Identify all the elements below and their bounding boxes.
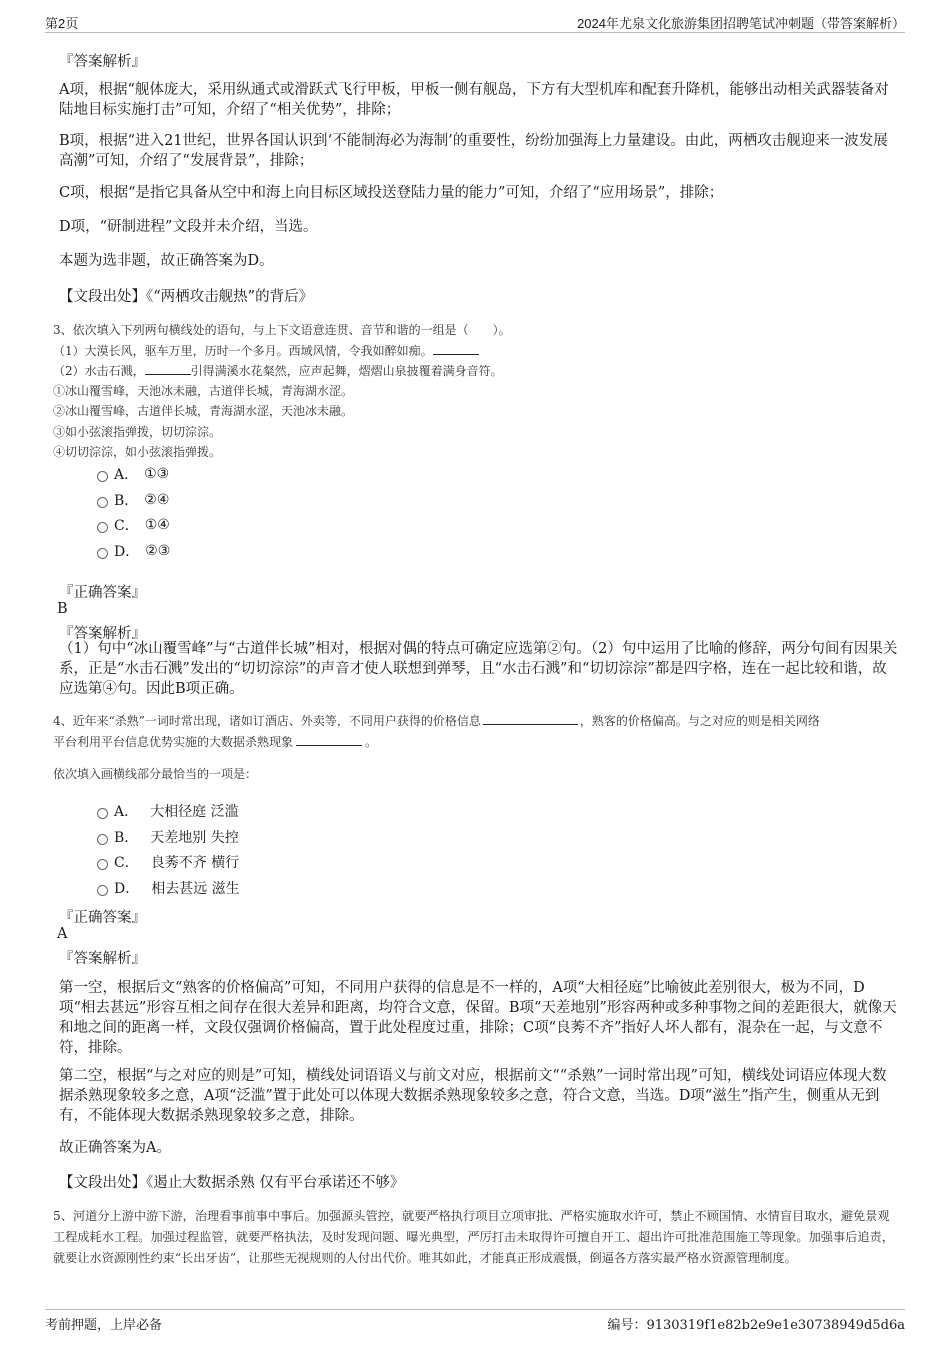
q4-stem-line-2 [53, 733, 377, 750]
q4-option-c[interactable] [97, 852, 239, 872]
radio-icon[interactable] [97, 834, 108, 845]
option-key: D． [114, 544, 140, 560]
radio-icon[interactable] [97, 548, 108, 559]
document-title: 2024年尤泉文化旅游集团招聘笔试冲刺题（带答案解析） [577, 16, 905, 31]
radio-icon[interactable] [97, 522, 108, 533]
q3-option-c[interactable] [97, 515, 170, 535]
q3-sentence-1-text: （1）大漠长风，驱车万里，历时一个多月。西域风情，令我如醉如痴。 [53, 344, 433, 358]
option-text: ①④ [144, 517, 170, 533]
blank-line [145, 362, 191, 375]
q3-sentence-1 [53, 342, 479, 359]
option-text: 天差地别 失控 [150, 830, 239, 846]
q3-stem: 3、依次填入下列两句横线处的语句，与上下文语意连贯、音节和谐的一组是（ ）。 [53, 323, 511, 337]
option-text: ②③ [145, 543, 171, 559]
q2-analysis-label: 『答案解析』 [59, 54, 146, 70]
q4-option-a[interactable] [97, 801, 239, 821]
q2-conclusion: 本题为选非题，故正确答案为D。 [59, 253, 274, 269]
option-text: 相去甚远 滋生 [151, 881, 240, 897]
q3-analysis-label: 『答案解析』 [59, 626, 146, 642]
blank-line [483, 712, 578, 725]
q2-analysis-c: C项，根据“是指它具备从空中和海上向目标区域投送登陆力量的能力”可知，介绍了“应用场景”，排除； [59, 185, 724, 201]
q2-analysis-a: A项，根据“舰体庞大，采用纵通式或滑跃式飞行甲板，甲板一侧有舰岛，下方有大型机库和配套升降机，能够出动相关武器装备对陆地目标实施打击”可知，介绍了“相关优势”，排除； [59, 82, 889, 118]
option-key: B． [114, 830, 139, 846]
radio-icon[interactable] [97, 859, 108, 870]
q4-answer: A [57, 926, 68, 942]
radio-icon[interactable] [97, 808, 108, 819]
q4-source: 【文段出处】《遏止大数据杀熟 仅有平台承诺还不够》 [59, 1175, 405, 1191]
q4-stem-line-1 [53, 712, 820, 729]
radio-icon[interactable] [97, 885, 108, 896]
q3-answer: B [57, 601, 68, 617]
option-text: ①③ [144, 466, 170, 482]
q3-item-3: ③如小弦滚指弹拨，切切淙淙。 [53, 425, 222, 439]
footer-slogan: 考前押题，上岸必备 [45, 1318, 163, 1333]
option-key: A． [114, 804, 139, 820]
option-key: A． [114, 467, 139, 483]
q3-option-a[interactable] [97, 464, 169, 484]
q3-item-1: ①冰山覆雪峰，天池冰未融，古道伴长城，青海湖水涩。 [53, 384, 354, 398]
footer-divider [45, 1309, 905, 1310]
q3-analysis: （1）句中“冰山覆雪峰”与“古道伴长城”相对，根据对偶的特点可确定应选第②句。（2）句中运用了比喻的修辞，两分句间有因果关系，正是“水击石溅”发出的“切切淙淙”的声音才使人联想到弹琴，且“水击石溅”和“切切淙淙”都是四字格，连在一起比较和谐，故应选第④句。因此B项正确。 [59, 641, 898, 697]
option-key: B． [114, 493, 139, 509]
q4-stem-a: 4、近年来“杀熟”一词时常出现，诸如订酒店、外卖等，不同用户获得的价格信息 [53, 714, 481, 728]
option-text: 大相径庭 泛滥 [150, 804, 239, 820]
option-key: D． [114, 881, 140, 897]
header-divider [45, 32, 905, 33]
q3-item-4: ④切切淙淙，如小弦滚指弹拨。 [53, 445, 222, 459]
option-key: C． [114, 518, 139, 534]
q2-analysis-b: B项，根据“进入21世纪，世界各国认识到‘不能制海必为海制’的重要性，纷纷加强海上力量建设。由此，两栖攻击舰迎来一波发展高潮”可知，介绍了“发展背景”，排除； [59, 133, 888, 169]
q3-sentence-2 [53, 362, 503, 379]
q4-answer-label: 『正确答案』 [59, 910, 146, 926]
q5-stem: 5、河道分上游中游下游，治理看事前事中事后。加强源头管控，就要严格执行项目立项审批、严格实施取水许可，禁止不顾国情、水情盲目取水，避免景观工程成耗水工程。加强过程监管，就要严格执法，及时发现问题、曝光典型，严厉打击未取得许可擅自开工、超出许可批准范围施工等现象。加强事后追责，就要让水资源刚性约束“长出牙齿”，让那些无视规则的人付出代价。唯其如此，才能真正形成震慑，倒逼各方落实最严格水资源管理制度。 [53, 1209, 894, 1265]
q4-stem-d: 。 [365, 735, 378, 749]
radio-icon[interactable] [97, 471, 108, 482]
q3-option-b[interactable] [97, 490, 169, 510]
q3-option-d[interactable] [97, 541, 170, 561]
q4-prompt: 依次填入画横线部分最恰当的一项是： [53, 767, 258, 781]
q3-sentence-2-end: 引得满溪水花粲然，应声起舞，熠熠山泉披覆着满身音符。 [190, 364, 503, 378]
q4-analysis-blank-2: 第二空，根据“与之对应的则是”可知，横线处词语语义与前文对应，根据前文““杀熟”一词时常出现”可知，横线处词语应体现大数据杀熟现象较多之意，A项“泛滥”置于此处可以体现大数据杀熟现象较多之意，符合文意，当选。D项“滋生”指产生，侧重从无到有，不能体现大数据杀熟现象较多之意，排除。 [59, 1068, 887, 1124]
page-number: 第2页 [45, 16, 79, 31]
q3-item-2: ②冰山覆雪峰，古道伴长城，青海湖水涩，天池冰未融。 [53, 404, 354, 418]
option-key: C． [114, 855, 139, 871]
q4-analysis-blank-1: 第一空，根据后文“熟客的价格偏高”可知，不同用户获得的信息是不一样的，A项“大相径庭”比喻彼此差别很大，极为不同，D项“相去甚远”形容互相之间存在很大差异和距离，均符合文意，保留。B项“天差地别”形容两种或多种事物之间的差距很大，就像天和地之间的距离一样，文段仅强调价格偏高，置于此处程度过重，排除；C项“良莠不齐”指好人坏人都有，混杂在一起，与文意不符，排除。 [59, 980, 897, 1056]
q2-source: 【文段出处】《“两栖攻击舰热”的背后》 [59, 289, 314, 305]
q4-option-b[interactable] [97, 827, 239, 847]
blank-line [433, 342, 479, 355]
q3-answer-label: 『正确答案』 [59, 585, 146, 601]
document-id: 编号：9130319f1e82b2e9e1e30738949d5d6a [607, 1318, 905, 1333]
q4-analysis-label: 『答案解析』 [59, 951, 146, 967]
option-text: 良莠不齐 横行 [150, 855, 240, 871]
q4-stem-c: 平台利用平台信息优势实施的大数据杀熟现象 [53, 735, 294, 749]
blank-line [296, 733, 362, 746]
q4-conclusion: 故正确答案为A。 [59, 1140, 171, 1156]
q4-stem-b: ，熟客的价格偏高。与之对应的则是相关网络 [579, 714, 820, 728]
q2-analysis-d: D项，“研制进程”文段并未介绍，当选。 [59, 219, 318, 235]
q4-option-d[interactable] [97, 878, 240, 898]
q3-sentence-2-start: （2）水击石溅， [53, 364, 145, 378]
radio-icon[interactable] [97, 497, 108, 508]
option-text: ②④ [144, 492, 170, 508]
